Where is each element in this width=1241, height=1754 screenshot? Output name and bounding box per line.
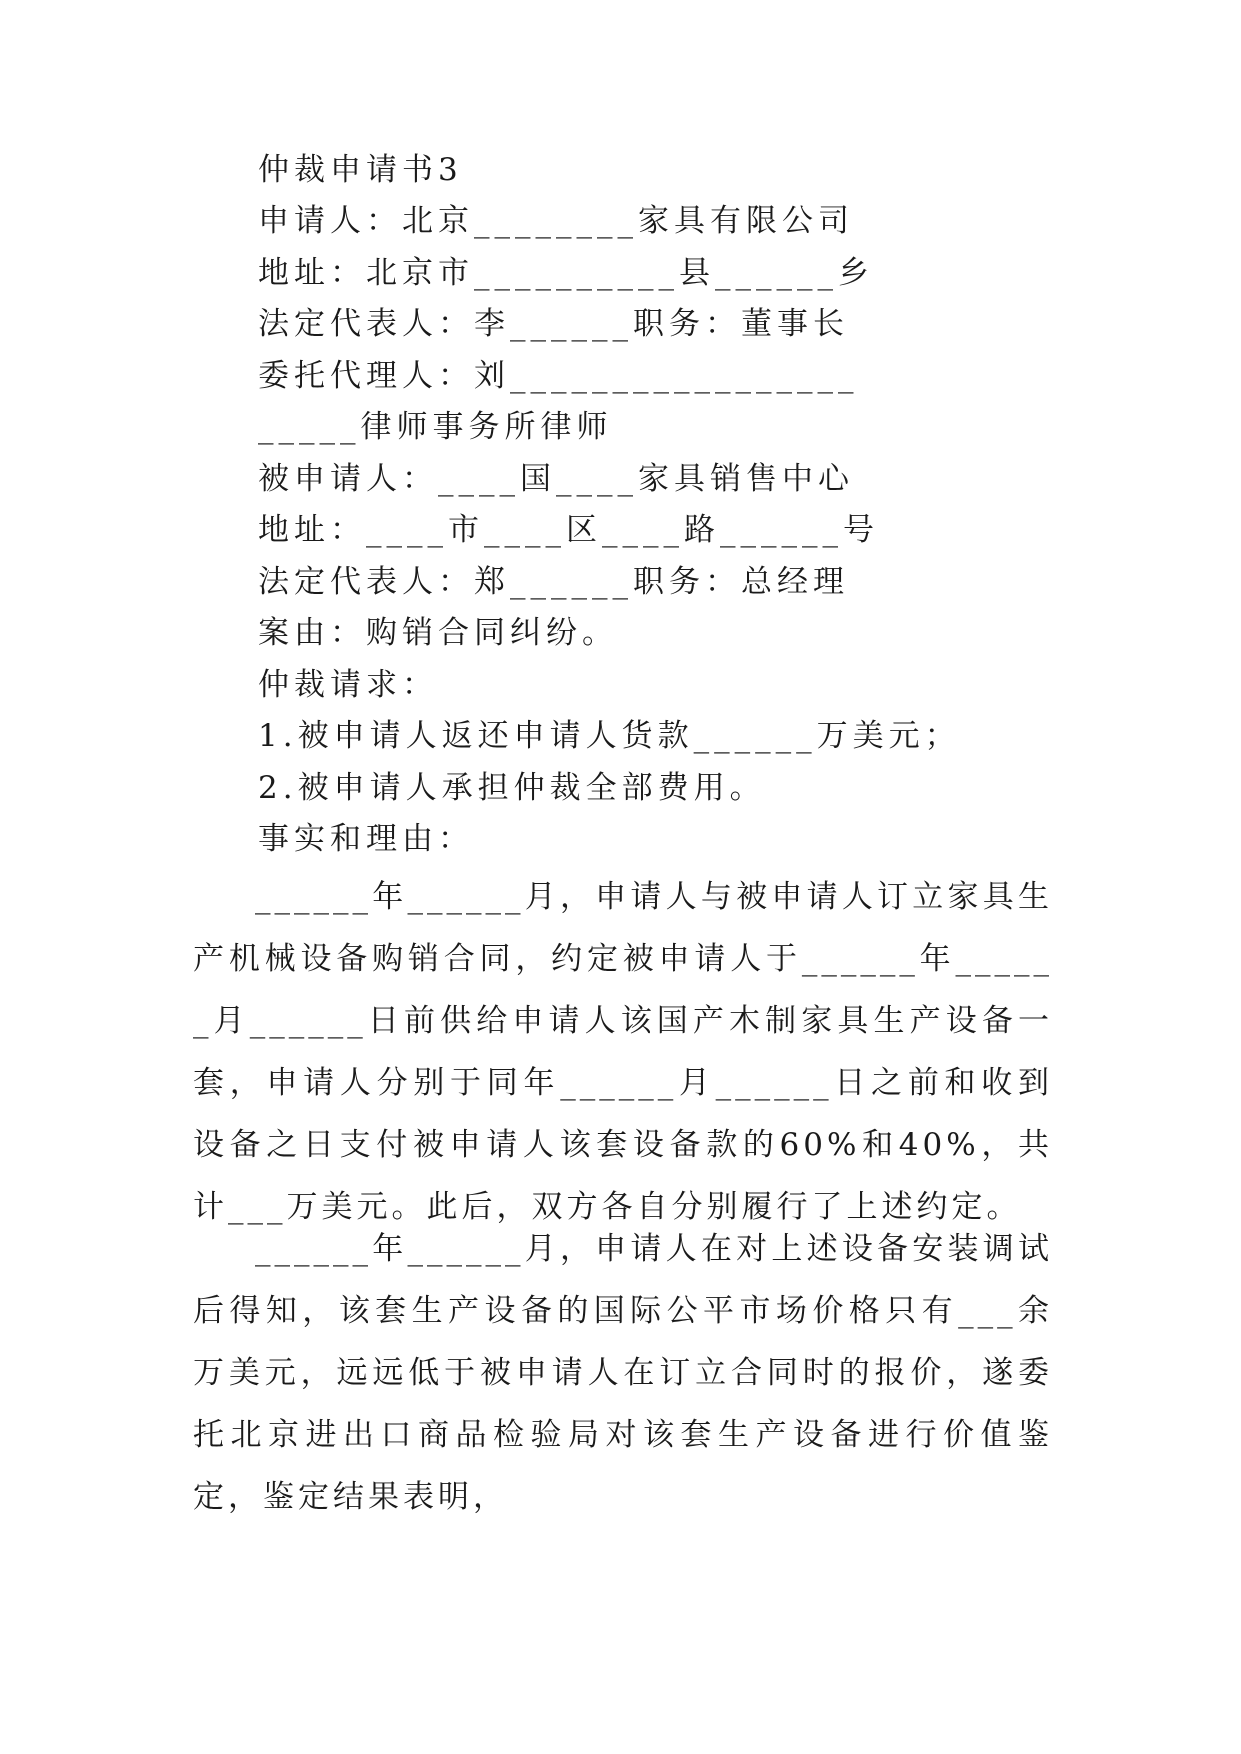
respondent-address-line: 地址：____市____区____路______号 [258, 512, 879, 548]
applicant-address-line: 地址：北京市__________县______乡 [258, 255, 874, 291]
law-firm-line: _____律师事务所律师 [258, 409, 613, 445]
applicant-line: 申请人：北京________家具有限公司 [258, 203, 854, 239]
claim-item-1: 1.被申请人返还申请人货款______万美元； [258, 718, 961, 754]
claims-heading: 仲裁请求： [258, 667, 438, 703]
case-cause-line: 案由：购销合同纠纷。 [258, 615, 618, 651]
respondent-line: 被申请人：____国____家具销售中心 [258, 461, 854, 497]
document-title: 仲裁申请书3 [258, 152, 463, 188]
agent-line: 委托代理人：刘_________________ [258, 358, 859, 394]
respondent-representative-line: 法定代表人：郑______职务：总经理 [258, 564, 849, 600]
claim-item-2: 2.被申请人承担仲裁全部费用。 [258, 770, 766, 806]
facts-heading: 事实和理由： [258, 821, 474, 857]
facts-paragraph-2: ______年______月，申请人在对上述设备安装调试后得知，该套生产设备的国际公平市场价格只有___余万美元，远远低于被申请人在订立合同时的报价，遂委托北京进出口商品检验局对该套生产设备进行价值鉴定，鉴定结果表明， [193, 1231, 1053, 1515]
facts-paragraph-1: ______年______月，申请人与被申请人订立家具生产机械设备购销合同，约定被申请人于______年______月______日前供给申请人该国产木制家具生产设备一套，申请人分别于同年______月______日之前和收到设备之日支付被申请人该套设备款的60%和40%，共计___万美元。此后，双方各自分别履行了上述约定。 [193, 879, 1053, 1225]
applicant-representative-line: 法定代表人：李______职务：董事长 [258, 306, 849, 342]
